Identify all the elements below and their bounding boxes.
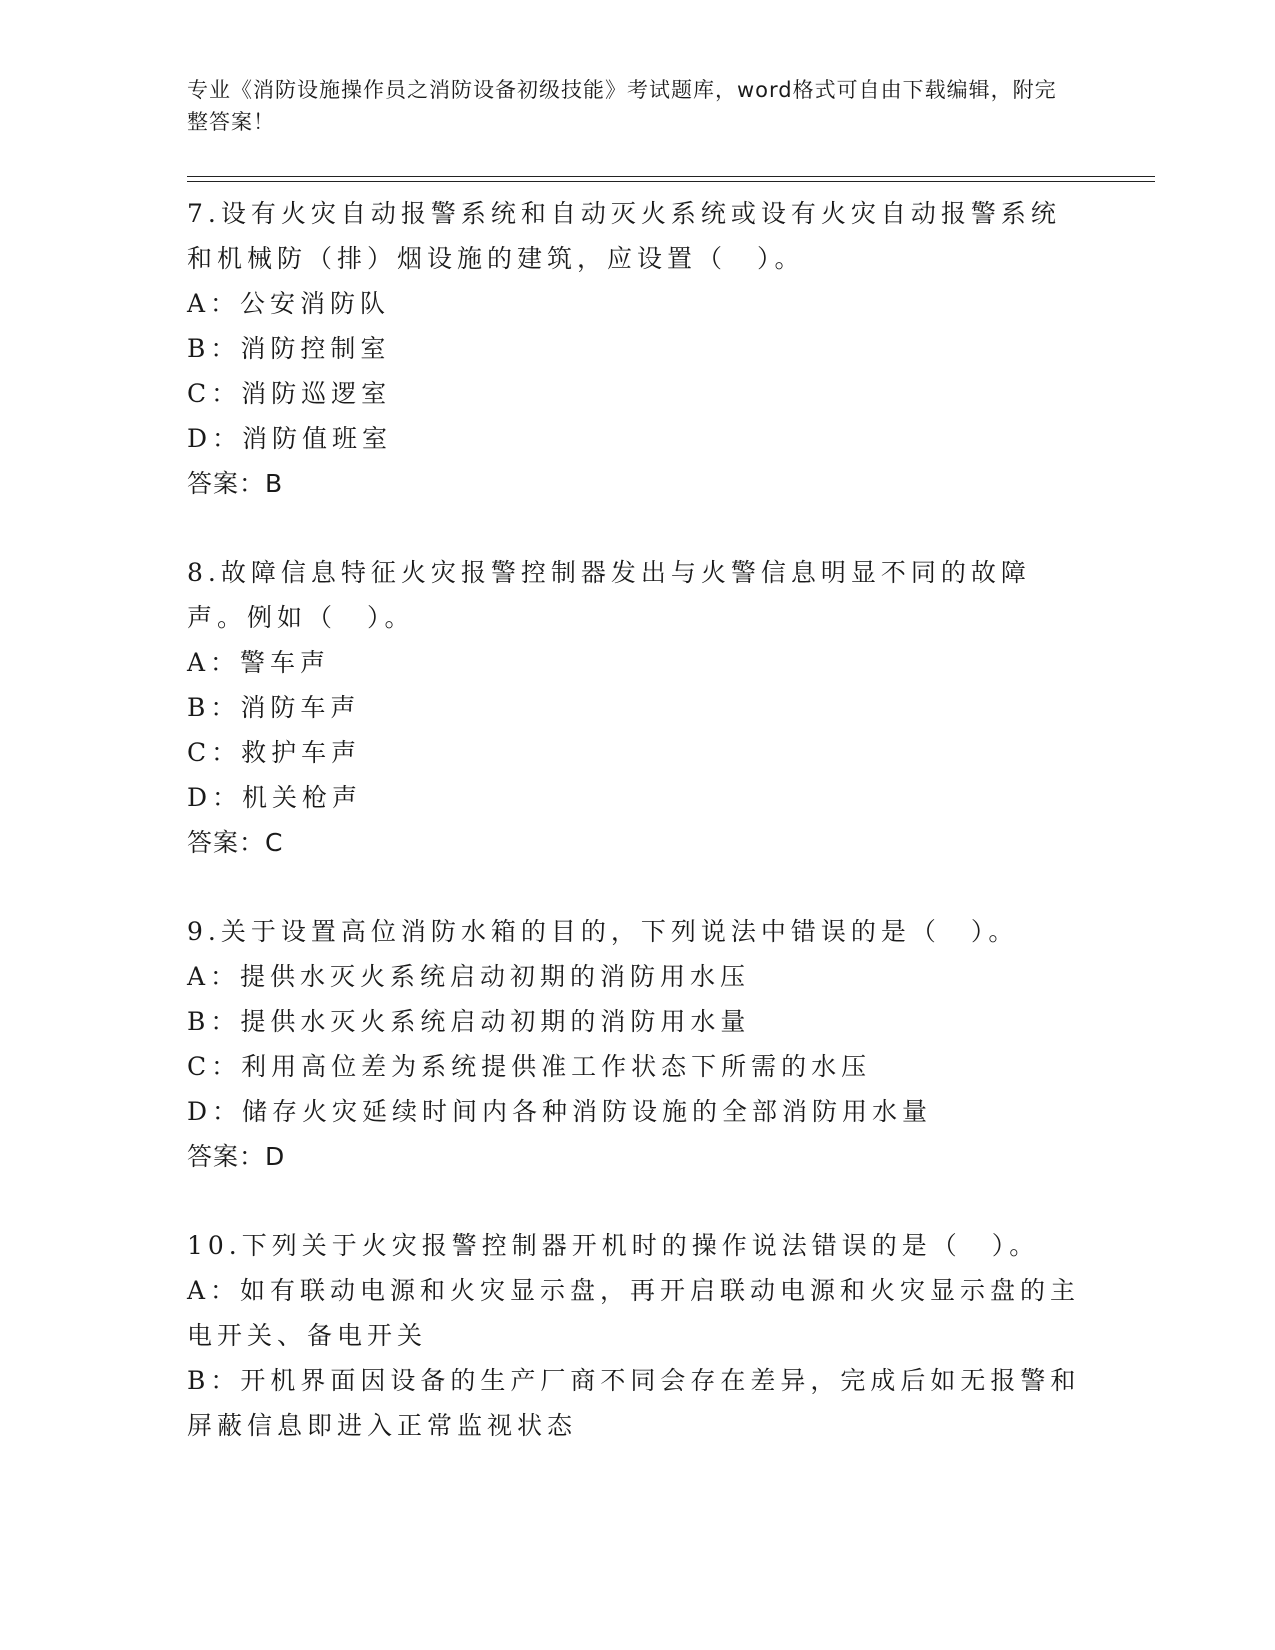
question-list <box>187 191 1087 1492</box>
answer-line: 答案：B <box>187 469 284 498</box>
option-c: C：消防巡逻室 <box>187 379 392 408</box>
question-stem: 8.故障信息特征火灾报警控制器发出与火警信息明显不同的故障声。例如（ ）。 <box>187 558 1031 632</box>
question-7 <box>187 191 1087 506</box>
question-stem: 9.关于设置高位消防水箱的目的，下列说法中错误的是（ ）。 <box>187 917 1019 946</box>
option-a: A：如有联动电源和火灾显示盘，再开启联动电源和火灾显示盘的主电开关、备电开关 <box>187 1276 1081 1350</box>
option-c: C：救护车声 <box>187 738 362 767</box>
option-d: D：机关枪声 <box>187 783 363 812</box>
question-10 <box>187 1223 1087 1448</box>
answer-line: 答案：C <box>187 828 284 857</box>
question-8 <box>187 550 1087 865</box>
document-header: 专业《消防设施操作员之消防设备初级技能》考试题库，word格式可自由下载编辑，附完整答案！ <box>187 78 1057 134</box>
question-9 <box>187 909 1087 1179</box>
option-b: B：开机界面因设备的生产厂商不同会存在差异，完成后如无报警和屏蔽信息即进入正常监视状态 <box>187 1366 1081 1440</box>
option-c: C：利用高位差为系统提供准工作状态下所需的水压 <box>187 1052 872 1081</box>
option-a: A：警车声 <box>187 648 331 677</box>
header-divider-top <box>187 176 1155 177</box>
option-b: B：消防车声 <box>187 693 361 722</box>
option-d: D：储存火灾延续时间内各种消防设施的全部消防用水量 <box>187 1097 933 1126</box>
header-divider-bottom <box>187 181 1155 182</box>
question-stem: 10.下列关于火灾报警控制器开机时的操作说法错误的是（ ）。 <box>187 1231 1040 1260</box>
answer-line: 答案：D <box>187 1142 286 1171</box>
option-b: B：提供水灭火系统启动初期的消防用水量 <box>187 1007 751 1036</box>
option-d: D：消防值班室 <box>187 424 393 453</box>
question-stem: 7.设有火灾自动报警系统和自动灭火系统或设有火灾自动报警系统和机械防（排）烟设施的建筑，应设置（ ）。 <box>187 199 1061 273</box>
option-a: A：提供水灭火系统启动初期的消防用水压 <box>187 962 751 991</box>
option-a: A：公安消防队 <box>187 289 391 318</box>
option-b: B：消防控制室 <box>187 334 391 363</box>
